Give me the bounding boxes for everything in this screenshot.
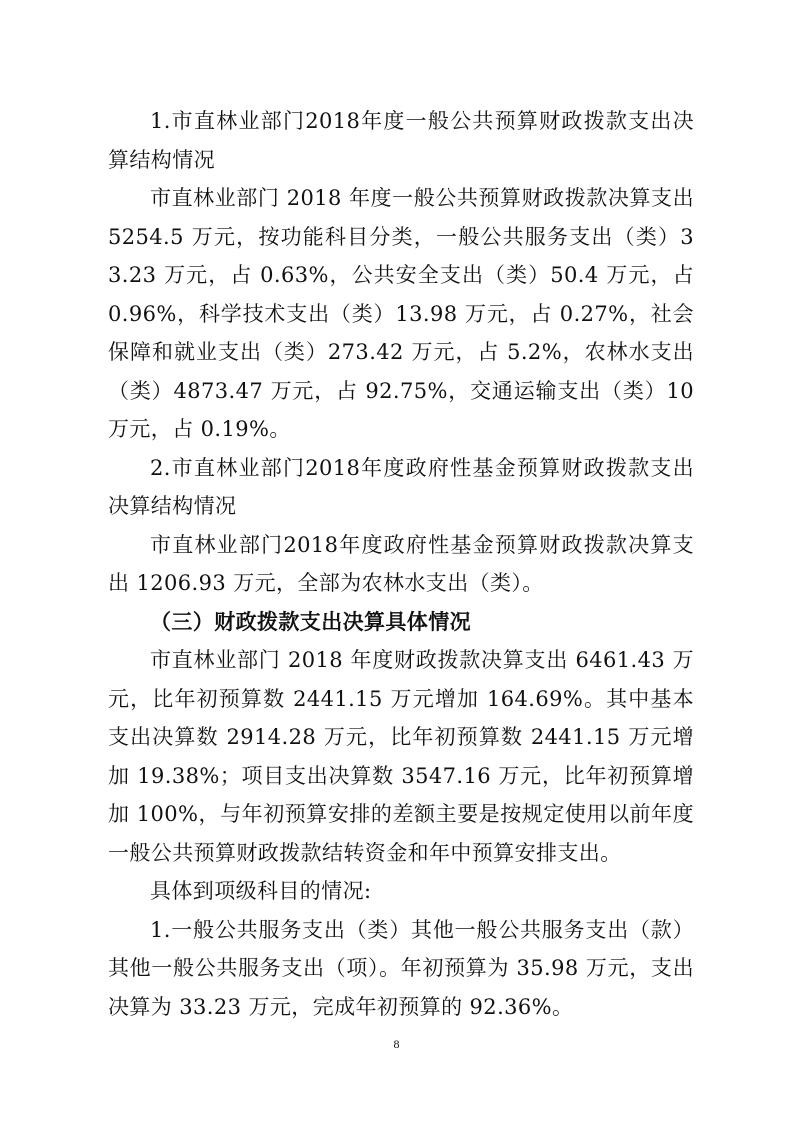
- paragraph-expenditure-overview: 市直林业部门 2018 年度财政拨款决算支出 6461.43 万元，比年初预算数 2441.15 万元增加 164.69%。其中基本支出决算数 2914.28 万元，比年初预算数 2441.15 万元增加 19.38%；项目支出决算数 3547.16 万元，比年初预算增加 100%，与年初预算安排的差额主要是按规定使用以前年度一般公共预算财政拨款结转资金和年中预算安排支出。: [108, 648, 694, 865]
- paragraph-item-level-intro: 具体到项级科目的情况:: [150, 879, 372, 903]
- document-body: [108, 102, 694, 1026]
- paragraph-fund-budget-structure-heading: 2.市直林业部门2018年度政府性基金预算财政拨款支出决算结构情况: [108, 455, 694, 518]
- paragraph-general-budget-structure: 市直林业部门 2018 年度一般公共预算财政拨款决算支出 5254.5 万元，按功能科目分类，一般公共服务支出（类）33.23 万元，占 0.63%，公共安全支出（类）50.4 万元，占 0.96%，科学技术支出（类）13.98 万元，占 0.27%，社会保障和就业支出（类）273.42 万元，占 5.2%，农林水支出（类）4873.47 万元，占 92.75%，交通运输支出（类）10 万元，占 0.19%。: [108, 186, 694, 441]
- section-heading-expenditure-details: （三）财政拨款支出决算具体情况: [150, 608, 471, 634]
- paragraph-general-budget-structure-heading: 1.市直林业部门2018年度一般公共预算财政拨款支出决算结构情况: [108, 109, 694, 172]
- paragraph-fund-budget-structure: 市直林业部门2018年度政府性基金预算财政拨款决算支出 1206.93 万元，全部为农林水支出（类）。: [108, 532, 694, 595]
- page-number: 8: [393, 1037, 400, 1051]
- paragraph-item-general-public-services: 1.一般公共服务支出（类）其他一般公共服务支出（款）其他一般公共服务支出（项）。年初预算为 35.98 万元，支出决算为 33.23 万元，完成年初预算的 92.36%。: [108, 917, 694, 1019]
